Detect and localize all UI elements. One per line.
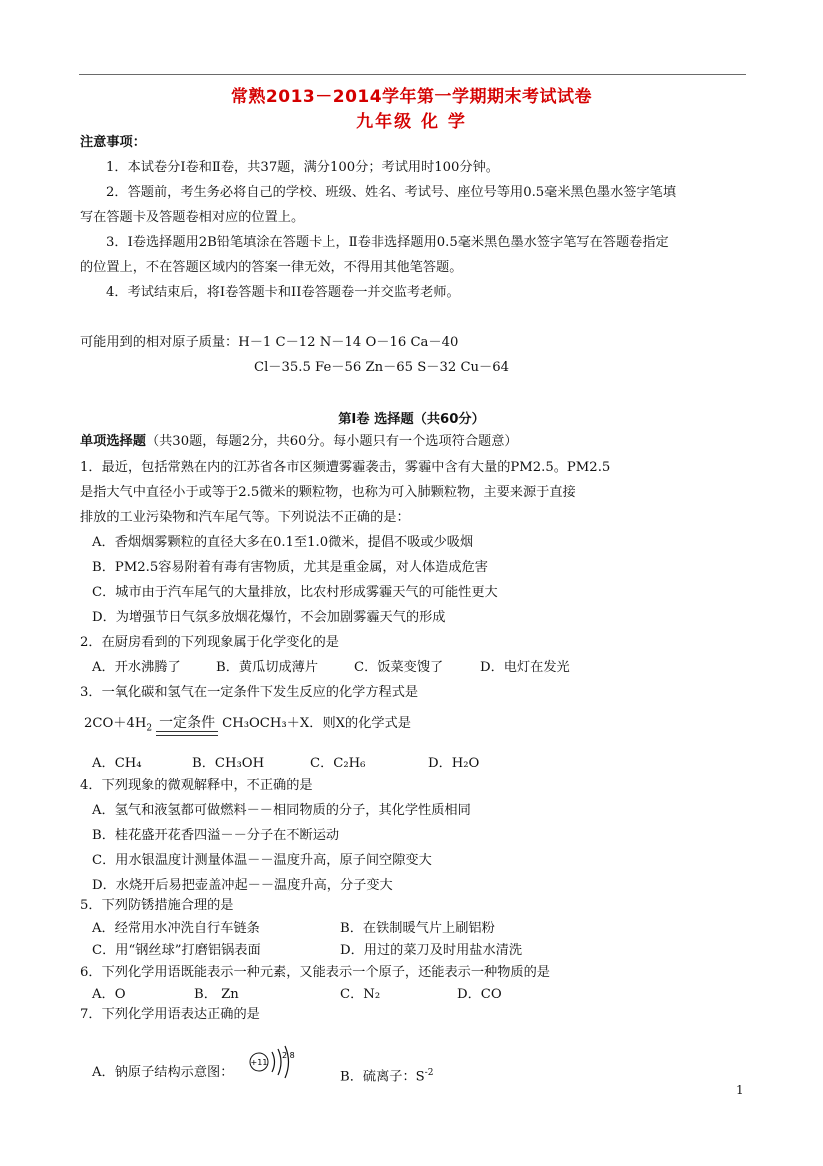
option-b: B．在铁制暖气片上刷铝粉 xyxy=(340,921,495,936)
option-d: D．为增强节日气氛多放烟花爆竹，不会加剧雾霾天气的形成 xyxy=(92,610,446,625)
option-a: A．钠原子结构示意图： xyxy=(92,1065,234,1080)
notice-item: 写在答题卡及答题卷相对应的位置上。 xyxy=(80,210,305,225)
exam-subtitle: 九年级 化 学 xyxy=(356,112,467,132)
equation-condition: 一定条件 xyxy=(156,714,218,732)
section-instruction xyxy=(80,433,518,451)
option-a: A．开水沸腾了 xyxy=(92,660,181,675)
option-a: A．氢气和液氢都可做燃料－－相同物质的分子，其化学性质相同 xyxy=(92,803,471,818)
question-stem: 4．下列现象的微观解释中，不正确的是 xyxy=(80,778,313,793)
option-b: B．PM2.5容易附着有毒有害物质，尤其是重金属，对人体造成危害 xyxy=(92,560,488,575)
option-b: B．CH₃OH xyxy=(192,756,265,771)
option-a: A．O xyxy=(92,987,126,1002)
option-c: C．城市由于汽车尾气的大量排放，比农村形成雾霾天气的可能性更大 xyxy=(92,585,498,600)
option-b: B．黄瓜切成薄片 xyxy=(216,660,319,675)
option-b: B． Zn xyxy=(194,987,239,1002)
option-d: D．H₂O xyxy=(428,756,480,771)
atom-nucleus-label: +11 xyxy=(250,1058,268,1067)
option-b-charge: -2 xyxy=(424,1068,434,1078)
question-stem: 6．下列化学用语既能表示一种元素，又能表示一个原子，还能表示一种物质的是 xyxy=(80,965,550,980)
notice-item: 4．考试结束后，将Ⅰ卷答题卡和II卷答题卷一并交监考老师。 xyxy=(106,285,460,300)
exam-title: 常熟2013－2014学年第一学期期末考试试卷 xyxy=(230,87,593,107)
option-d: D．电灯在发光 xyxy=(480,660,570,675)
atomic-mass-line-1: 可能用到的相对原子质量：H－1 C－12 N－14 O－16 Ca－40 xyxy=(80,335,459,350)
question-stem: 1．最近，包括常熟在内的江苏省各市区频遭雾霾袭击，雾霾中含有大量的PM2.5。PM2.5 xyxy=(80,460,611,475)
equation-left-sub: 2 xyxy=(146,723,153,734)
atomic-mass-line-2: Cl－35.5 Fe－56 Zn－65 S－32 Cu－64 xyxy=(254,360,510,375)
option-a: A．香烟烟雾颗粒的直径大多在0.1至1.0微米，提倡不吸或少吸烟 xyxy=(92,535,474,550)
option-c: C．饭菜变馊了 xyxy=(354,660,444,675)
question-stem: 排放的工业污染物和汽车尾气等。下列说法不正确的是： xyxy=(80,510,410,525)
option-c: C．用“钢丝球”打磨铝锅表面 xyxy=(92,943,261,958)
question-stem: 5．下列防锈措施合理的是 xyxy=(80,898,234,913)
option-b-text: B．硫离子：S xyxy=(340,1069,425,1085)
header-rule xyxy=(79,74,746,75)
option-c: C．N₂ xyxy=(340,987,381,1002)
option-a: A．CH₄ xyxy=(92,756,142,771)
option-a: A．经常用水冲洗自行车链条 xyxy=(92,921,260,936)
equation-left: 2CO＋4H xyxy=(84,716,147,731)
option-d: D．水烧开后易把壶盖冲起－－温度升高，分子变大 xyxy=(92,878,393,893)
instruction-label: 单项选择题 xyxy=(80,434,146,449)
notice-heading: 注意事项： xyxy=(80,135,146,150)
page-number: 1 xyxy=(736,1083,744,1097)
instruction-text: （共30题，每题2分，共60分。每小题只有一个选项符合题意） xyxy=(145,434,518,449)
notice-item: 2．答题前，考生务必将自己的学校、班级、姓名、考试号、座位号等用0.5毫米黑色墨水签字笔填 xyxy=(106,185,677,200)
chemical-equation xyxy=(84,714,411,738)
option-c: C．C₂H₆ xyxy=(310,756,366,771)
equation-right: CH₃OCH₃＋X．则X的化学式是 xyxy=(222,716,411,731)
option-b xyxy=(340,1064,433,1086)
sodium-atom-structure-diagram xyxy=(247,1040,295,1084)
notice-item: 的位置上，不在答题区域内的答案一律无效，不得用其他笔答题。 xyxy=(80,260,463,275)
notice-item: 3．Ⅰ卷选择题用2B铅笔填涂在答题卡上，Ⅱ卷非选择题用0.5毫米黑色墨水签字笔写在答题卷指定 xyxy=(106,235,669,250)
question-stem: 2．在厨房看到的下列现象属于化学变化的是 xyxy=(80,635,339,650)
question-stem: 是指大气中直径小于或等于2.5微米的颗粒物，也称为可入肺颗粒物，主要来源于直接 xyxy=(80,485,576,500)
option-d: D．CO xyxy=(457,987,502,1002)
option-b: B．桂花盛开花香四溢－－分子在不断运动 xyxy=(92,828,340,843)
notice-item: 1．本试卷分Ⅰ卷和Ⅱ卷，共37题，满分100分；考试用时100分钟。 xyxy=(106,160,499,175)
question-stem: 7．下列化学用语表达正确的是 xyxy=(80,1007,260,1022)
atom-shell-electrons: 2 8 xyxy=(282,1051,295,1060)
option-c: C．用水银温度计测量体温－－温度升高，原子间空隙变大 xyxy=(92,853,432,868)
question-stem: 3．一氧化碳和氢气在一定条件下发生反应的化学方程式是 xyxy=(80,685,419,700)
section-title: 第Ⅰ卷 选择题（共60分） xyxy=(338,412,485,427)
option-d: D．用过的菜刀及时用盐水清洗 xyxy=(340,943,523,958)
